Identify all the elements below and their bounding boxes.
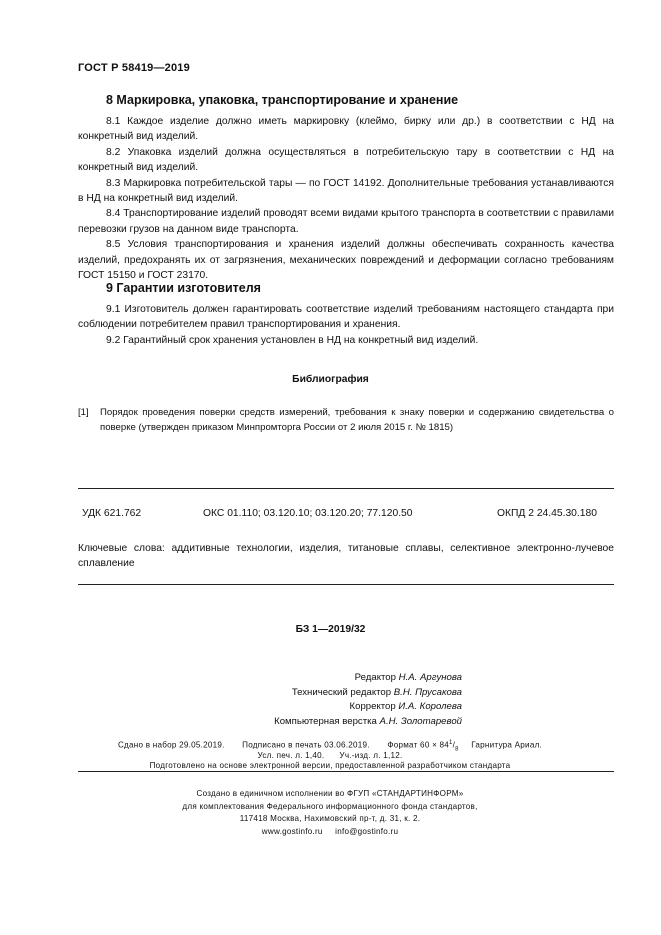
document-header: ГОСТ Р 58419—2019 bbox=[78, 62, 190, 74]
publisher-line-3: 117418 Москва, Нахимовский пр-т, д. 31, к. 2. bbox=[239, 814, 421, 824]
staff-editor: Редактор Н.А. Аргунова bbox=[354, 672, 462, 683]
bibliography-entry-text: Порядок проведения поверки средств измерений, требования к знаку поверки и содержанию свидетельства о поверке (утвержден приказом Минпромторга России от 2 июля 2015 г. № 1815) bbox=[100, 407, 614, 433]
paragraph-8-4: 8.4 Транспортирование изделий проводят всеми видами крытого транспорта в соответствии с правилами перевозки грузов на данном виде транспорта. bbox=[78, 208, 614, 235]
paragraph-8-5: 8.5 Условия транспортирования и хранения изделий должны обеспечивать сохранность качества изделий, предохранять их от загрязнения, механических повреждений и деформации согласно требованиям ГОСТ 15150 и ГОСТ 23170. bbox=[78, 239, 614, 282]
section-8-body bbox=[78, 114, 614, 283]
divider-imprint bbox=[78, 771, 614, 772]
imprint-prepared: Подготовлено на основе электронной версии, предоставленной разработчиком стандарта bbox=[149, 761, 511, 770]
publisher-line-2: для комплектования Федерального информационного фонда стандартов, bbox=[182, 801, 478, 811]
paragraph-8-2: 8.2 Упаковка изделий должна осуществляться в потребительскую тару в соответствии с НД на конкретный вид изделий. bbox=[78, 146, 614, 174]
oks-code: ОКС 01.110; 03.120.10; 03.120.20; 77.120.50 bbox=[203, 508, 413, 519]
divider-top bbox=[78, 488, 614, 489]
imprint-line-1: Сдано в набор 29.05.2019. Подписано в печать 03.06.2019. Формат $60 \times 84^1/_8$ Гарнитура Ариал. bbox=[117, 740, 543, 753]
publisher-line-4: www.gostinfo.ru info@gostinfo.ru bbox=[261, 826, 399, 836]
paragraph-8-1: 8.1 Каждое изделие должно иметь маркировку (клеймо, бирку или др.) в соответствии с НД на конкретный вид изделий. bbox=[78, 116, 614, 143]
section-8-title: 8 Маркировка, упаковка, транспортирование и хранение bbox=[106, 93, 459, 107]
publisher-info bbox=[120, 788, 540, 838]
section-9-body bbox=[78, 302, 614, 348]
paragraph-9-2: 9.2 Гарантийный срок хранения установлен в НД на конкретный вид изделий. bbox=[106, 334, 479, 346]
paragraph-9-1: 9.1 Изготовитель должен гарантировать соответствие изделий требованиям настоящего стандарта при соблюдении потребителем правил транспортирования и хранения. bbox=[78, 304, 614, 331]
divider-bottom bbox=[78, 584, 614, 585]
bibliography-title: Библиография bbox=[292, 374, 369, 385]
imprint-line-2: Усл. печ. л. 1,40. Уч.-изд. л. 1,12. bbox=[257, 751, 403, 760]
staff-layout: Компьютерная верстка А.Н. Золотаревой bbox=[274, 716, 462, 728]
paragraph-8-3: 8.3 Маркировка потребительской тары — по ГОСТ 14192. Дополнительные требования устанавливаются в НД на конкретный вид изделий. bbox=[78, 177, 614, 205]
okpd-code: ОКПД 2 24.45.30.180 bbox=[497, 508, 597, 519]
bibliography-entry-number: [1] bbox=[78, 407, 89, 418]
staff-tech-editor: Технический редактор В.Н. Прусакова bbox=[291, 686, 462, 698]
section-9-title: 9 Гарантии изготовителя bbox=[106, 281, 261, 295]
publisher-line-1: Создано в единичном исполнении во ФГУП «СТАНДАРТИНФОРМ» bbox=[196, 789, 464, 798]
bz-number: БЗ 1—2019/32 bbox=[295, 624, 366, 635]
udk-code: УДК 621.762 bbox=[82, 508, 142, 519]
editorial-staff bbox=[200, 671, 462, 730]
staff-corrector: Корректор И.А. Королева bbox=[349, 701, 462, 713]
keywords: Ключевые слова: аддитивные технологии, изделия, титановые сплавы, селективное электронно-лучевое сплавление bbox=[78, 543, 614, 570]
